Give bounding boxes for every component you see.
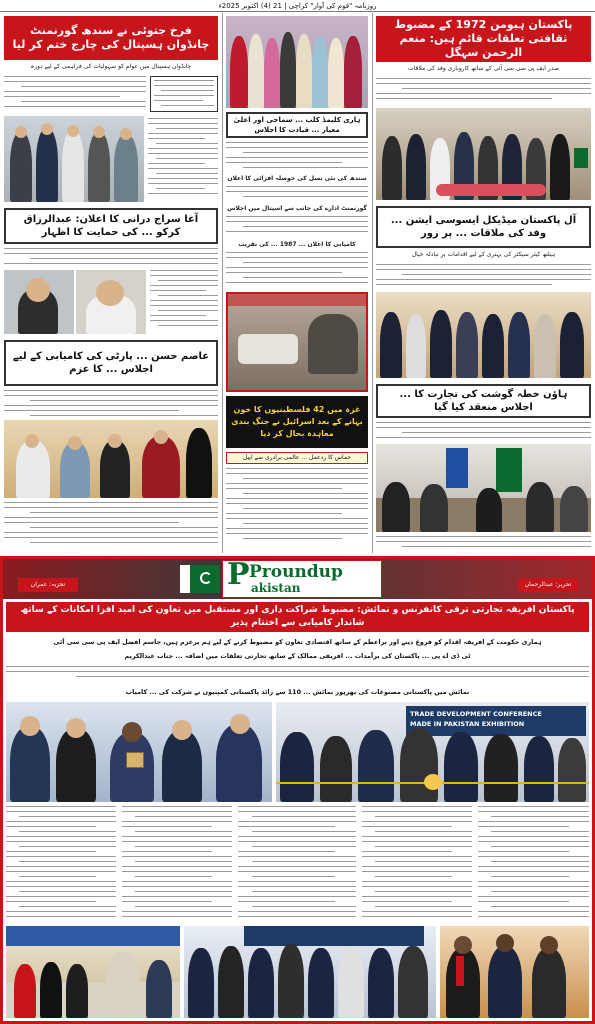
article-body-center-3 [226,216,368,238]
article-photo-portrait-left-2a [4,270,74,334]
banner-text-1: TRADE DEVELOPMENT CONFERENCE [410,710,542,718]
article-body-right-1 [376,78,591,104]
article-photo-group-right-1 [376,108,591,200]
banner-text-2: MADE IN PAKISTAN EXHIBITION [410,720,525,728]
article-body-right-3b [376,536,591,550]
roundup-logo [222,557,382,598]
roundup-tag-right: تحریر: عبدالرحمان [518,578,578,592]
roundup-body-col-4 [362,806,472,922]
roundup-photo-ribbon-cutting [276,702,589,802]
article-subline-left-1: چانڈوان ہسپتال میں عوام کو سہولیات کی فراہمی کے لیے دورہ [30,63,192,70]
article-subline-center-1: سندھ کی نئی نسل کی حوصلہ افزائی کا اعلان [227,175,367,182]
roundup-body-col-2 [122,806,232,922]
roundup-intro-2: ٹی ڈی اے پی ... پاکستان کی برآمدات ... افریقی ممالک کے ساتھ تجارتی تعلقات میں اضافہ ... جناب عبدالکریم [124,652,471,660]
article-photo-group-left-3 [4,420,218,498]
masthead-dateline: روزنامہ "قوم کی آواز" کراچی | 21 (4) اکتوبر 2025ء [0,0,595,12]
article-headline-right-2: آل پاکستان میڈیکل ایسوسی ایشن ... وفد کی ملاقات ... پر زور [376,206,591,248]
roundup-tag-left: تجزیہ: عمران [18,578,78,592]
article-body-center-1 [226,142,368,172]
roundup-photo-delegation [184,926,436,1018]
article-photo-group-center [226,16,368,108]
article-body-left-2 [4,248,218,268]
article-photo-portrait-left-2b [76,270,146,334]
roundup-logo-sub: akistan [251,581,301,595]
article-subline-center-3: کامیابی کا اعلان ... 1987 ... کی تقریب [238,241,356,248]
article-photo-group-right-2 [376,292,591,378]
roundup-intro-lines [6,666,589,684]
side-notice-box [150,76,218,112]
roundup-body-col-1 [6,806,116,922]
article-body-right-3 [376,422,591,442]
article-headline-left-2: آغا سراج درانی کا اعلان: عبدالرزاق کرکو ... کی حمایت کا اظہار [4,208,218,244]
article-body-center-4 [226,252,368,288]
article-body-gaza [226,468,368,548]
roundup-photo-shield-presentation [6,702,272,802]
article-headline-left-3: عاصم حسن ... پارٹی کی کامیابی کے لیے اجلاس ... کا عزم [4,340,218,386]
article-headline-right-1: پاکستان ہیومن 1972 کے مضبوط ثقافتی تعلقات قائم ہیں: منعم الرحمن سہگل [376,16,591,62]
article-headline-gaza: غزہ میں 42 فلسطینیوں کا خون بہانے کے بعد اسرائیل نے جنگ بندی معاہدہ بحال کر دیا [226,396,368,448]
roundup-logo-letter: P [227,557,250,592]
pakistan-flag-icon [180,565,220,593]
article-body-left-3 [4,390,218,418]
article-subline-gaza: حماس کا ردعمل ... عالمی برادری سے اپیل [226,452,368,464]
column-divider [222,13,223,553]
article-body-left-3b [4,502,218,548]
roundup-body-col-3 [238,806,356,922]
column-divider [372,13,373,553]
roundup-photo-exhibition-stall [6,926,180,1018]
roundup-intro-1: ہماری حکومت کے افریقہ اقدام کو فروغ دینے اور براعظم کے ساتھ اقتصادی تعاون کو مضبوط کرنے کے لیے ہم پرعزم ہیں، جاسم افضل ایف پی سی سی آئی [53,638,542,646]
article-photo-meeting-right-3 [376,444,591,532]
article-headline-left-1: فرخ جتوئی نے سندھ گورنمنٹ چانڈوان ہسپتال کی چارج ختم کر لیا [4,16,218,60]
article-headline-right-3: ہاؤن خطہ گوشت کی تجارت کا ... اجلاس منعقد کیا گیا [376,384,591,418]
article-body-left-2b [150,270,218,334]
article-body-center-2 [226,186,368,202]
article-subline-right-1: صدر ایف پی سی سی آئی کے ساتھ کاروباری وفد کی ملاقات [408,65,559,72]
roundup-headline: پاکستان افریقہ تجارتی ترقی کانفرنس و نمائش: مضبوط شراکت داری اور مستقبل میں تعاون کی امید افزا امکانات کے ساتھ شاندار کامیابی سے اختتام پذیر [6,602,589,632]
article-body-left-1 [4,76,146,110]
article-photo-gaza [226,292,368,392]
article-subline-right-2: ہیلتھ کیئر سیکٹر کی بہتری کے لیے اقدامات پر تبادلہ خیال [411,251,556,258]
article-photo-group-left-1 [4,116,144,202]
roundup-body-col-5 [478,806,589,922]
roundup-intro-3: نمائش میں پاکستانی مصنوعات کی بھرپور نمائش ... 110 سے زائد پاکستانی کمپنیوں نے شرکت کی ... کامیاب [125,688,470,696]
article-subline-center-2: گورنمنٹ ادارے کی جانب سے اسپتال میں اجلاس [227,205,367,212]
article-body-left-1b [148,118,218,202]
article-headline-center: ہاری کلیمڈ کلب ... سماجی اور اعلیٰ معیار ... قیادت کا اجلاس [226,112,368,138]
roundup-logo-word: Proundup [249,562,343,582]
roundup-photo-guests [440,926,589,1018]
article-body-right-2 [376,264,591,290]
